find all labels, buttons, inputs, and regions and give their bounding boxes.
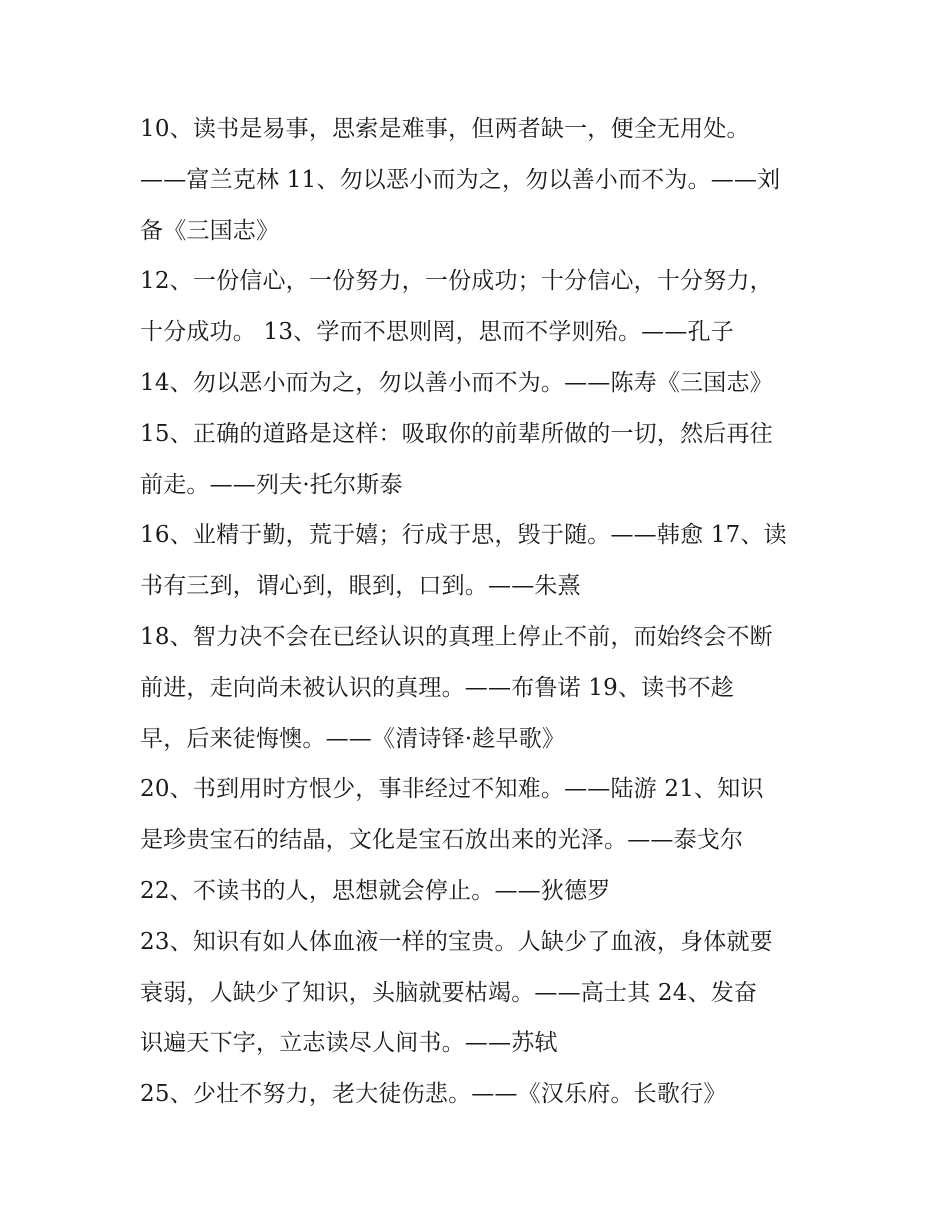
- text-line: 14、勿以恶小而为之，勿以善小而不为。——陈寿《三国志》: [140, 369, 773, 396]
- text-line: 是珍贵宝石的结晶，文化是宝石放出来的光泽。——泰戈尔: [140, 827, 744, 854]
- text-line: 识遍天下字，立志读尽人间书。——苏轼: [140, 1030, 558, 1057]
- text-line: 16、业精于勤，荒于嬉；行成于思，毁于随。——韩愈 17、读: [140, 522, 787, 549]
- text-line: 23、知识有如人体血液一样的宝贵。人缺少了血液，身体就要: [140, 928, 773, 955]
- text-line: 22、不读书的人，思想就会停止。——狄德罗: [140, 877, 611, 904]
- text-line: 书有三到，谓心到，眼到，口到。——朱熹: [140, 573, 581, 600]
- text-line: 25、少壮不努力，老大徒伤悲。——《汉乐府。长歌行》: [140, 1081, 727, 1108]
- text-line: 衰弱，人缺少了知识，头脑就要枯竭。——高士其 24、发奋: [140, 979, 758, 1006]
- text-line: 15、正确的道路是这样：吸取你的前辈所做的一切，然后再往: [140, 420, 773, 447]
- text-line: 18、智力决不会在已经认识的真理上停止不前，而始终会不断: [140, 623, 773, 650]
- text-line: 十分成功。 13、学而不思则罔，思而不学则殆。——孔子: [140, 319, 734, 346]
- text-line: 早，后来徒悔懊。——《清诗铎·趁早歌》: [140, 725, 566, 752]
- document-body: [140, 104, 820, 1120]
- text-line: 20、书到用时方恨少，事非经过不知难。——陆游 21、知识: [140, 776, 764, 803]
- text-line: 前进，走向尚未被认识的真理。——布鲁诺 19、读书不趁: [140, 674, 734, 701]
- text-line: 备《三国志》: [140, 217, 280, 244]
- text-line: 前走。——列夫·托尔斯泰: [140, 471, 403, 498]
- text-line: 10、读书是易事，思索是难事，但两者缺一，便全无用处。: [140, 116, 750, 142]
- text-line: 12、一份信心，一份努力，一份成功；十分信心，十分努力，: [140, 268, 773, 295]
- text-line: ——富兰克林 11、勿以恶小而为之，勿以善小而不为。——刘: [140, 166, 781, 193]
